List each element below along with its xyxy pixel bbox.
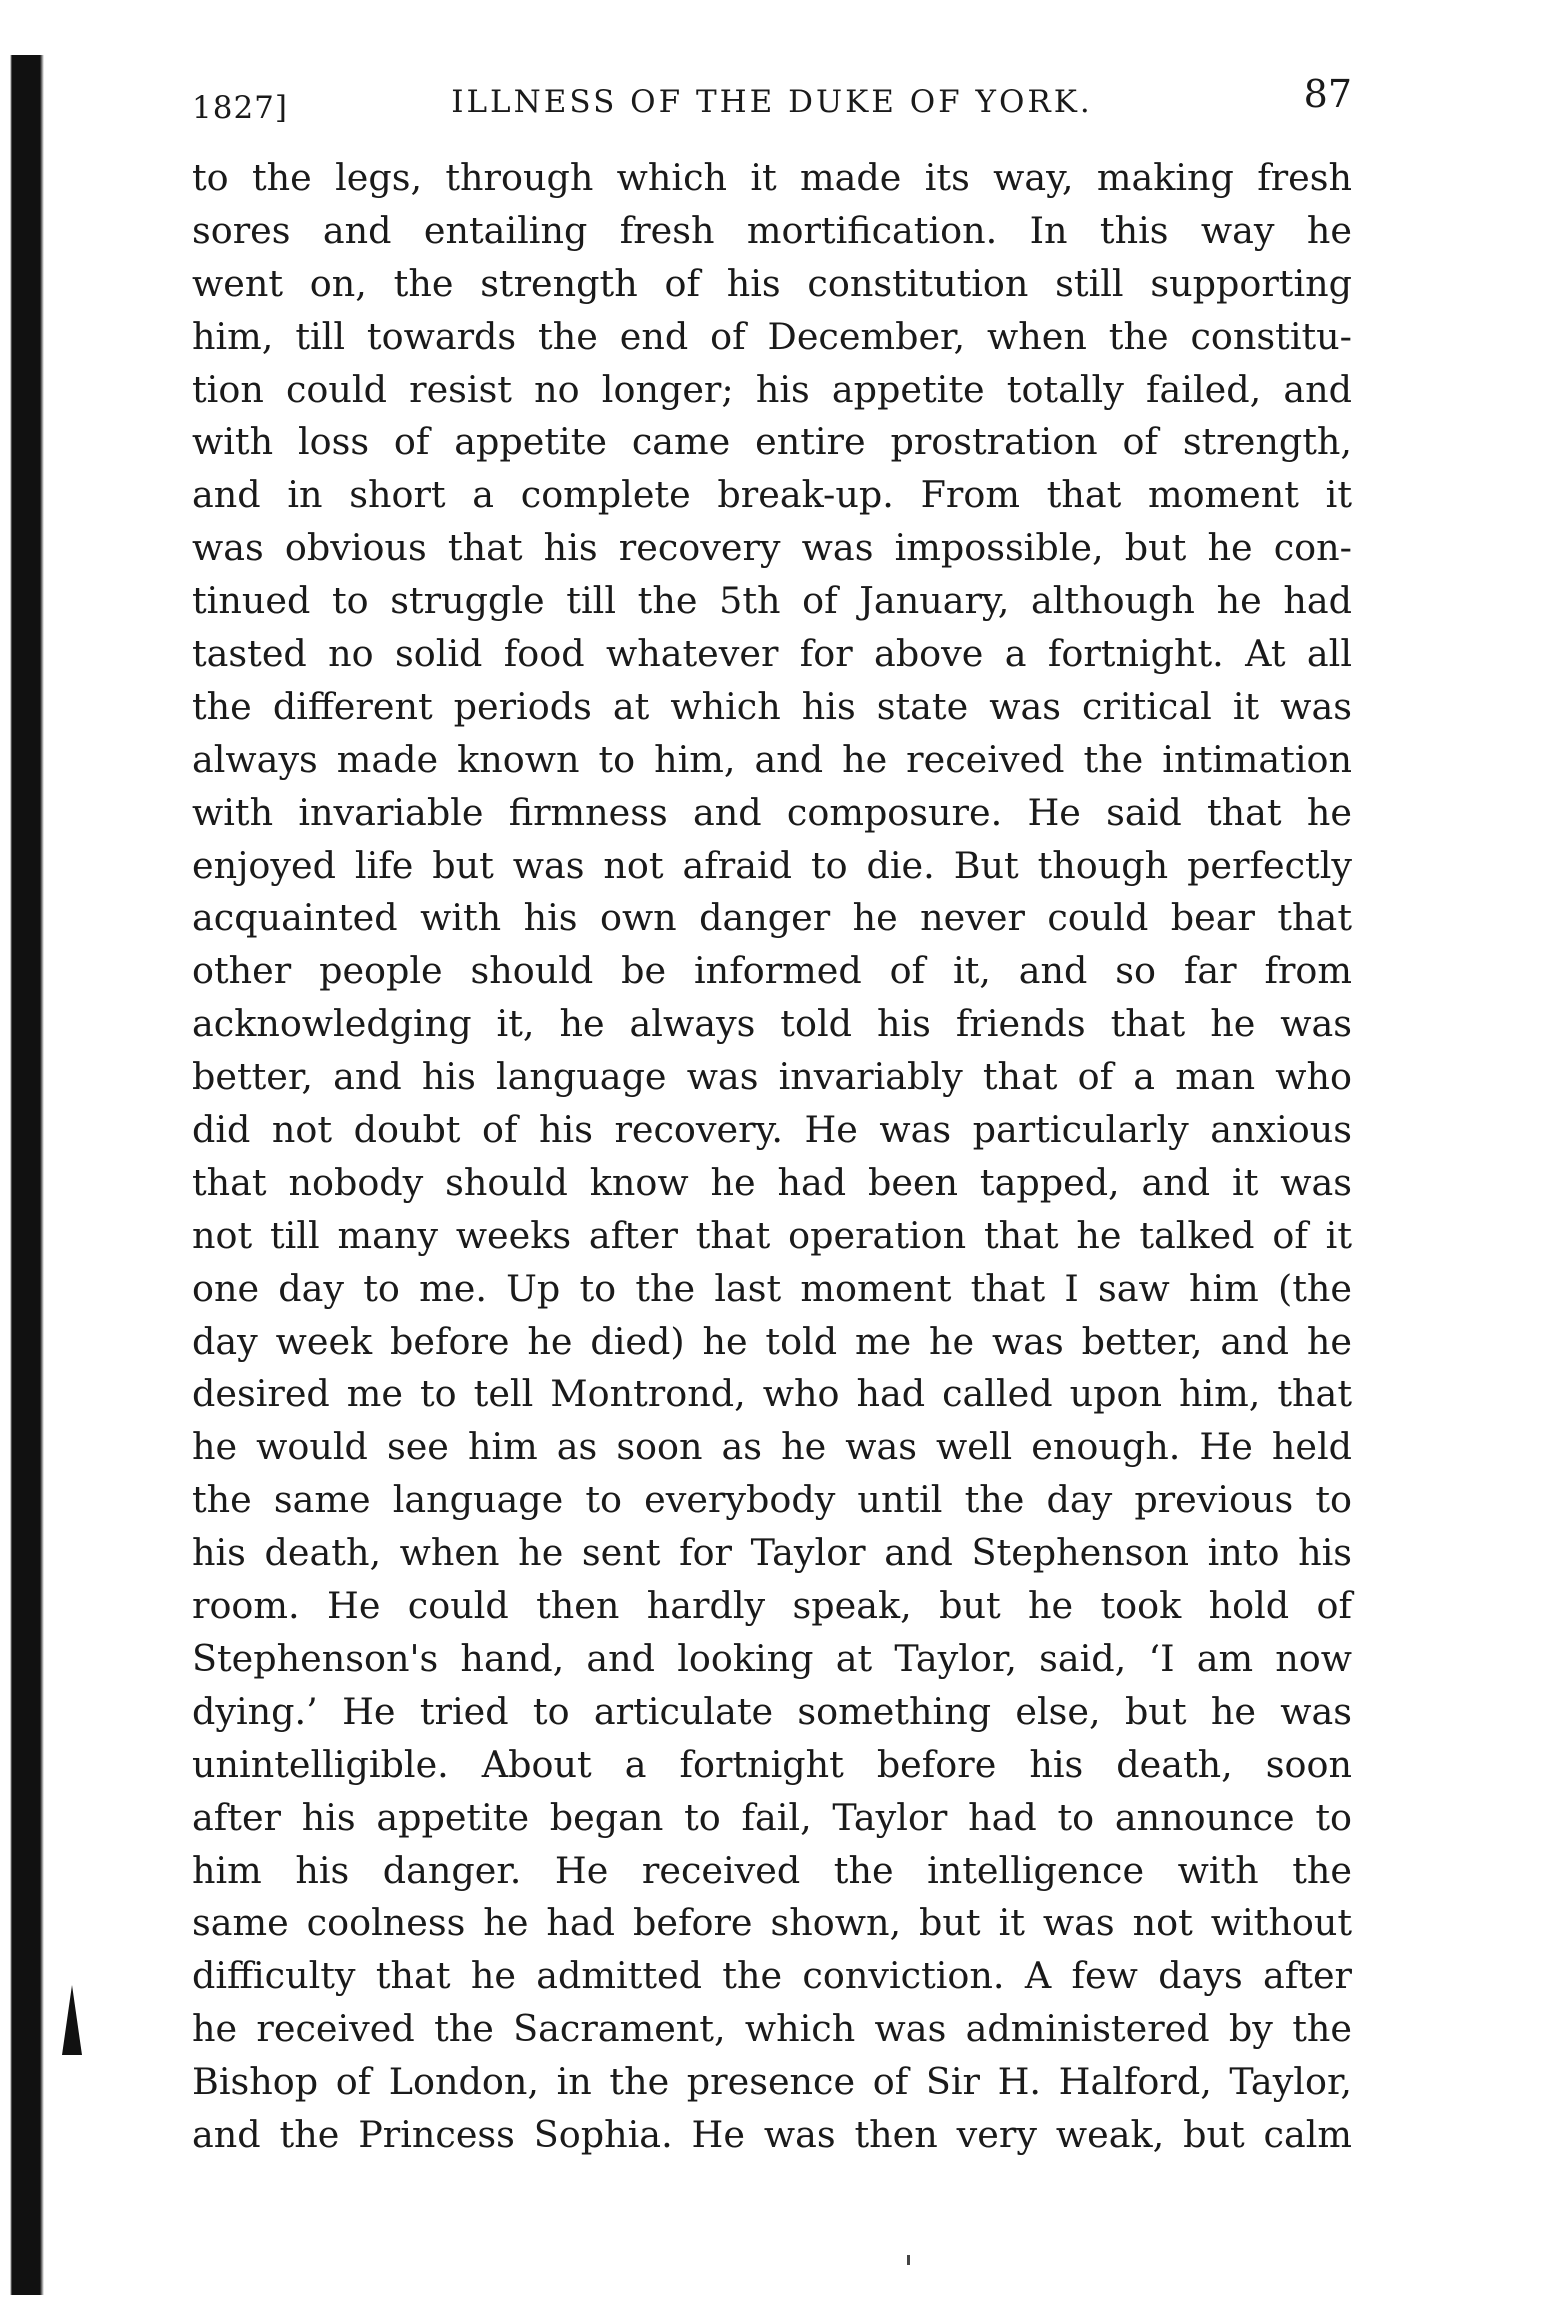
binding-edge-shadow [0,55,88,2295]
text-line: always made known to him, and he received the intimation [192,737,1352,781]
running-title: ILLNESS OF THE DUKE OF YORK. [451,84,1093,120]
text-line: he received the Sacrament, which was administered by the [192,2007,1352,2051]
text-line: tion could resist no longer; his appetite totally failed, and [192,367,1352,411]
text-line: enjoyed life but was not afraid to die. But though perfectly [192,843,1352,887]
text-line: and the Princess Sophia. He was then very weak, but calm [192,2112,1352,2156]
text-line: after his appetite began to fail, Taylor had to announce to [192,1795,1352,1839]
stray-mark [907,2255,910,2265]
text-line: unintelligible. About a fortnight before his death, soon [192,1742,1352,1786]
text-line: was obvious that his recovery was impossible, but he con- [192,526,1352,570]
text-line: him his danger. He received the intelligence with the [192,1848,1352,1892]
text-line: sores and entailing fresh mortification. In this way he [192,208,1352,252]
text-line: acquainted with his own danger he never could bear that [192,896,1352,940]
text-line: other people should be informed of it, and so far from [192,949,1352,993]
text-line: better, and his language was invariably that of a man who [192,1055,1352,1099]
text-line: desired me to tell Montrond, who had called upon him, that [192,1372,1352,1416]
text-line: that nobody should know he had been tapped, and it was [192,1160,1352,1204]
text-line: dying.’ He tried to articulate something else, but he was [192,1689,1352,1733]
text-line: difficulty that he admitted the conviction. A few days after [192,1954,1352,1998]
text-line: to the legs, through which it made its way, making fresh [192,156,1352,199]
text-line: same coolness he had before shown, but it was not without [192,1901,1352,1945]
text-line: with loss of appetite came entire prostration of strength, [192,420,1352,464]
text-line: acknowledging it, he always told his friends that he was [192,1002,1352,1046]
text-line: tasted no solid food whatever for above a fortnight. At all [192,632,1352,676]
text-line: Bishop of London, in the presence of Sir H. Halford, Taylor, [192,2060,1352,2104]
text-line: not till many weeks after that operation that he talked of it [192,1213,1352,1257]
text-line: Stephenson's hand, and looking at Taylor, said, ‘I am now [192,1636,1352,1680]
text-line: day week before he died) he told me he was better, and he [192,1319,1352,1363]
text-line: his death, when he sent for Taylor and Stephenson into his [192,1531,1352,1575]
text-line: the different periods at which his state was critical it was [192,684,1352,728]
text-line: the same language to everybody until the day previous to [192,1478,1352,1522]
text-line: tinued to struggle till the 5th of January, although he had [192,579,1352,623]
text-line: room. He could then hardly speak, but he took hold of [192,1584,1352,1628]
text-line: did not doubt of his recovery. He was particularly anxious [192,1108,1352,1152]
text-line: and in short a complete break-up. From that moment it [192,473,1352,517]
text-line: with invariable firmness and composure. He said that he [192,790,1352,834]
header-year: 1827] [192,90,288,126]
page-header [192,72,1352,126]
text-line: him, till towards the end of December, when the constitu- [192,314,1352,358]
text-line: went on, the strength of his constitution still supporting [192,261,1352,305]
text-line: one day to me. Up to the last moment that I saw him (the [192,1266,1352,1310]
text-line: he would see him as soon as he was well enough. He held [192,1425,1352,1469]
page-number: 87 [1303,72,1352,116]
body-text [192,152,1352,2162]
